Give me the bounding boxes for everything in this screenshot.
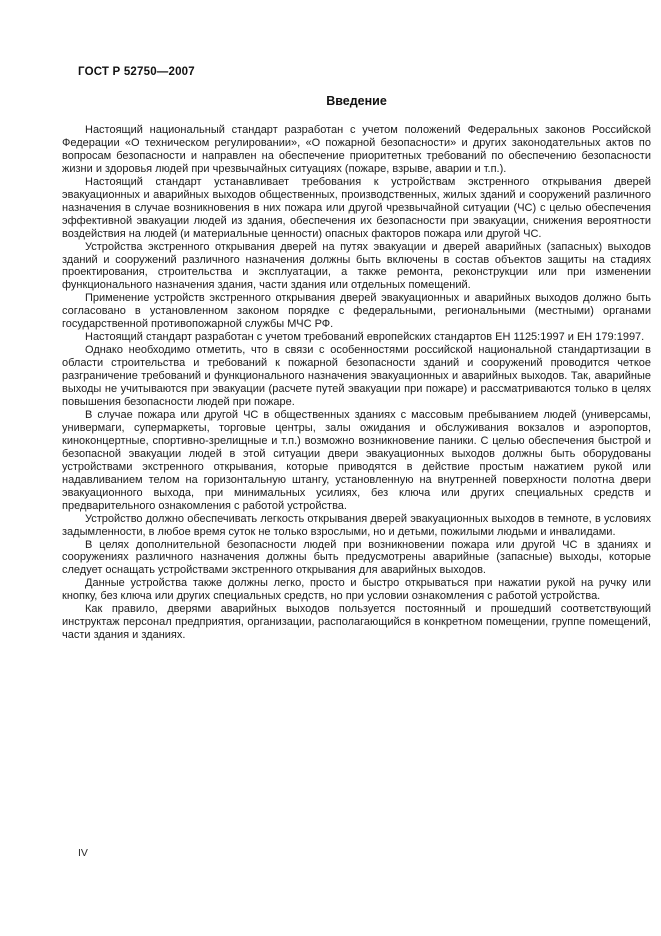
- page-number: IV: [78, 847, 88, 859]
- paragraph: Применение устройств экстренного открывания дверей эвакуационных и аварийных выходов должно быть согласовано в установленном законом порядке с федеральными, региональными (местными) органами государственной противопожарной службы МЧС РФ.: [62, 292, 651, 331]
- introduction-body: [62, 124, 651, 642]
- paragraph: Настоящий стандарт устанавливает требования к устройствам экстренного открывания дверей эвакуационных и аварийных выходов общественных, производственных, жилых зданий и сооружений различного назначения в случае возникновения в них пожара или другой чрезвычайной ситуации (ЧС) с целью обеспечения эффективной эвакуации людей из здания, обеспечения их безопасности при эвакуации, снижения вероятности воздействия на людей (и материальные ценности) опасных факторов пожара или другой ЧС.: [62, 175, 651, 240]
- paragraph: Как правило, дверями аварийных выходов пользуется постоянный и прошедший соответствующий инструктаж персонал предприятия, организации, располагающийся в конкретном помещении, группе помещений, части здания и зданиях.: [62, 603, 651, 642]
- paragraph: Однако необходимо отметить, что в связи с особенностями российской национальной стандартизации в области строительства и требований к пожарной безопасности зданий и сооружений проводится четкое разграничение требований и функционального назначения эвакуационных и аварийных выходов. Так, аварийные выходы не учитываются при эвакуации (расчете путей эвакуации при пожаре) и рассматриваются только в целях повышения безопасности людей при пожаре.: [62, 344, 651, 409]
- paragraph: Устройство должно обеспечивать легкость открывания дверей эвакуационных выходов в темноте, в условиях задымленности, в любое время суток не только взрослыми, но и детьми, пожилыми людьми и инвалидами.: [62, 512, 651, 538]
- running-header: ГОСТ Р 52750—2007: [78, 66, 195, 78]
- paragraph: Настоящий стандарт разработан с учетом требований европейских стандартов ЕН 1125:1997 и ЕН 179:1997.: [85, 331, 645, 344]
- paragraph: Настоящий национальный стандарт разработан с учетом положений Федеральных законов Российской Федерации «О техническом регулировании», «О пожарной безопасности» и других законодательных актов по вопросам безопасности и направлен на обеспечение приоритетных требований по обеспечению безопасности жизни и здоровья людей при чрезвычайных ситуациях (пожаре, взрыве, аварии и т.п.).: [62, 124, 651, 175]
- paragraph: Данные устройства также должны легко, просто и быстро открываться при нажатии рукой на ручку или кнопку, без ключа или других специальных средств, но при условии ознакомления с работой устройства.: [62, 577, 651, 603]
- paragraph: В целях дополнительной безопасности людей при возникновении пожара или другой ЧС в зданиях и сооружениях различного назначения должны быть предусмотрены аварийные (запасные) выходы, которые следует оснащать устройствами экстренного открывания для аварийных выходов.: [62, 538, 651, 577]
- paragraph: В случае пожара или другой ЧС в общественных зданиях с массовым пребыванием людей (универсамы, универмаги, супермаркеты, торговые центры, залы ожидания и обслуживания вокзалов и аэропортов, киноконцертные, спортивно-зрелищные и т.п.) возможно возникновение паники. С целью обеспечения быстрой и безопасной эвакуации людей в этой ситуации двери эвакуационных выходов должны быть оборудованы устройствами экстренного открывания, которые приводятся в действие простым нажатием рукой или надавливанием телом на горизонтальную штангу, установленную на внутренней поверхности полотна двери эвакуационного выхода, при минимальных усилиях, без ключа или других специальных средств и предварительного ознакомления с работой устройства.: [62, 408, 651, 512]
- paragraph: Устройства экстренного открывания дверей на путях эвакуации и дверей аварийных (запасных) выходов зданий и сооружений различного назначения должны быть включены в состав объектов защиты на стадиях проектирования, строительства и эксплуатации, а также ремонта, реконструкции или при изменении функционального назначения здания, части здания или отдельных помещений.: [62, 240, 651, 292]
- page-title: Введение: [326, 94, 387, 108]
